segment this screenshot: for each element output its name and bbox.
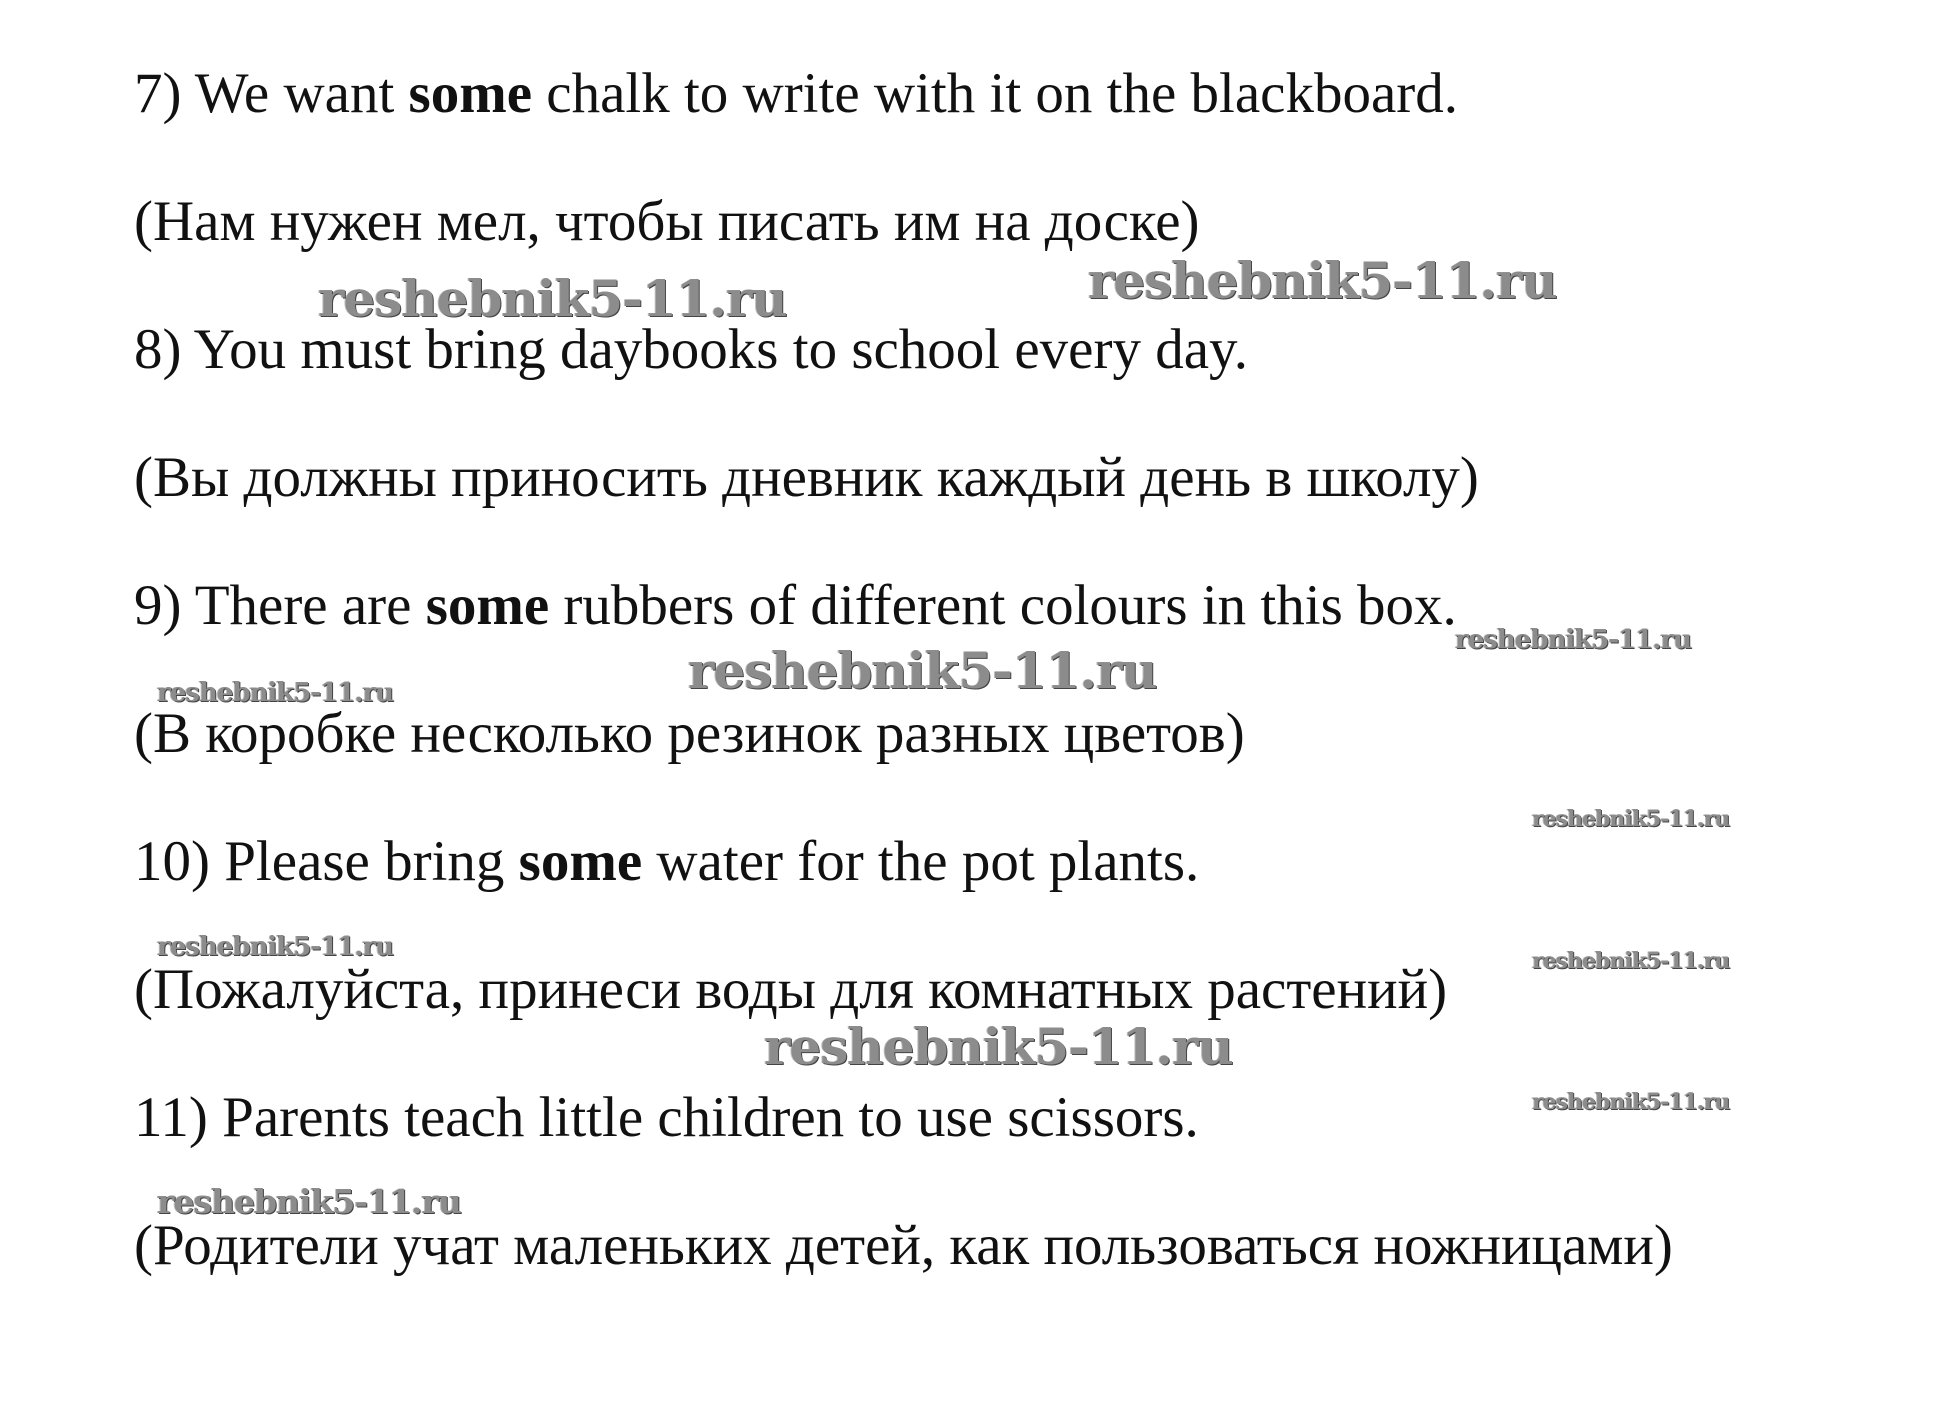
watermark: reshebnik5-11.ru xyxy=(688,641,1157,700)
translation-9: (В коробке несколько резинок разных цветов) xyxy=(134,702,1245,765)
watermark: reshebnik5-11.ru xyxy=(1088,251,1557,310)
sentence-7-post: chalk to write with it on the blackboard. xyxy=(532,62,1459,125)
sentence-9 xyxy=(134,574,1457,638)
watermark: reshebnik5-11.ru xyxy=(318,269,787,328)
sentence-9-post: rubbers of different colours in this box. xyxy=(549,574,1457,637)
watermark: reshebnik5-11.ru xyxy=(1532,1089,1730,1115)
watermark: reshebnik5-11.ru xyxy=(1532,948,1730,974)
sentence-10-bold: some xyxy=(518,830,643,893)
sentence-8: 8) You must bring daybooks to school every day. xyxy=(134,318,1249,381)
translation-7: (Нам нужен мел, чтобы писать им на доске) xyxy=(134,190,1200,253)
watermark: reshebnik5-11.ru xyxy=(157,932,394,962)
watermark: reshebnik5-11.ru xyxy=(1455,625,1692,655)
sentence-10-post: water for the pot plants. xyxy=(642,830,1200,893)
watermark: reshebnik5-11.ru xyxy=(157,1182,461,1221)
sentence-10-pre: 10) Please bring xyxy=(134,830,519,893)
sentence-9-bold: some xyxy=(425,574,550,637)
watermark: reshebnik5-11.ru xyxy=(764,1017,1233,1076)
watermark: reshebnik5-11.ru xyxy=(1532,806,1730,832)
sentence-7-pre: 7) We want xyxy=(134,62,409,125)
translation-11: (Родители учат маленьких детей, как пользоваться ножницами) xyxy=(134,1214,1673,1277)
sentence-10 xyxy=(134,830,1199,894)
sentence-9-pre: 9) There are xyxy=(134,574,426,637)
sentence-7-bold: some xyxy=(408,62,533,125)
translation-10: (Пожалуйста, принеси воды для комнатных растений) xyxy=(134,958,1448,1021)
sentence-11: 11) Parents teach little children to use scissors. xyxy=(134,1086,1199,1149)
watermark: reshebnik5-11.ru xyxy=(157,678,394,708)
translation-8: (Вы должны приносить дневник каждый день в школу) xyxy=(134,446,1479,509)
sentence-7 xyxy=(134,62,1458,126)
